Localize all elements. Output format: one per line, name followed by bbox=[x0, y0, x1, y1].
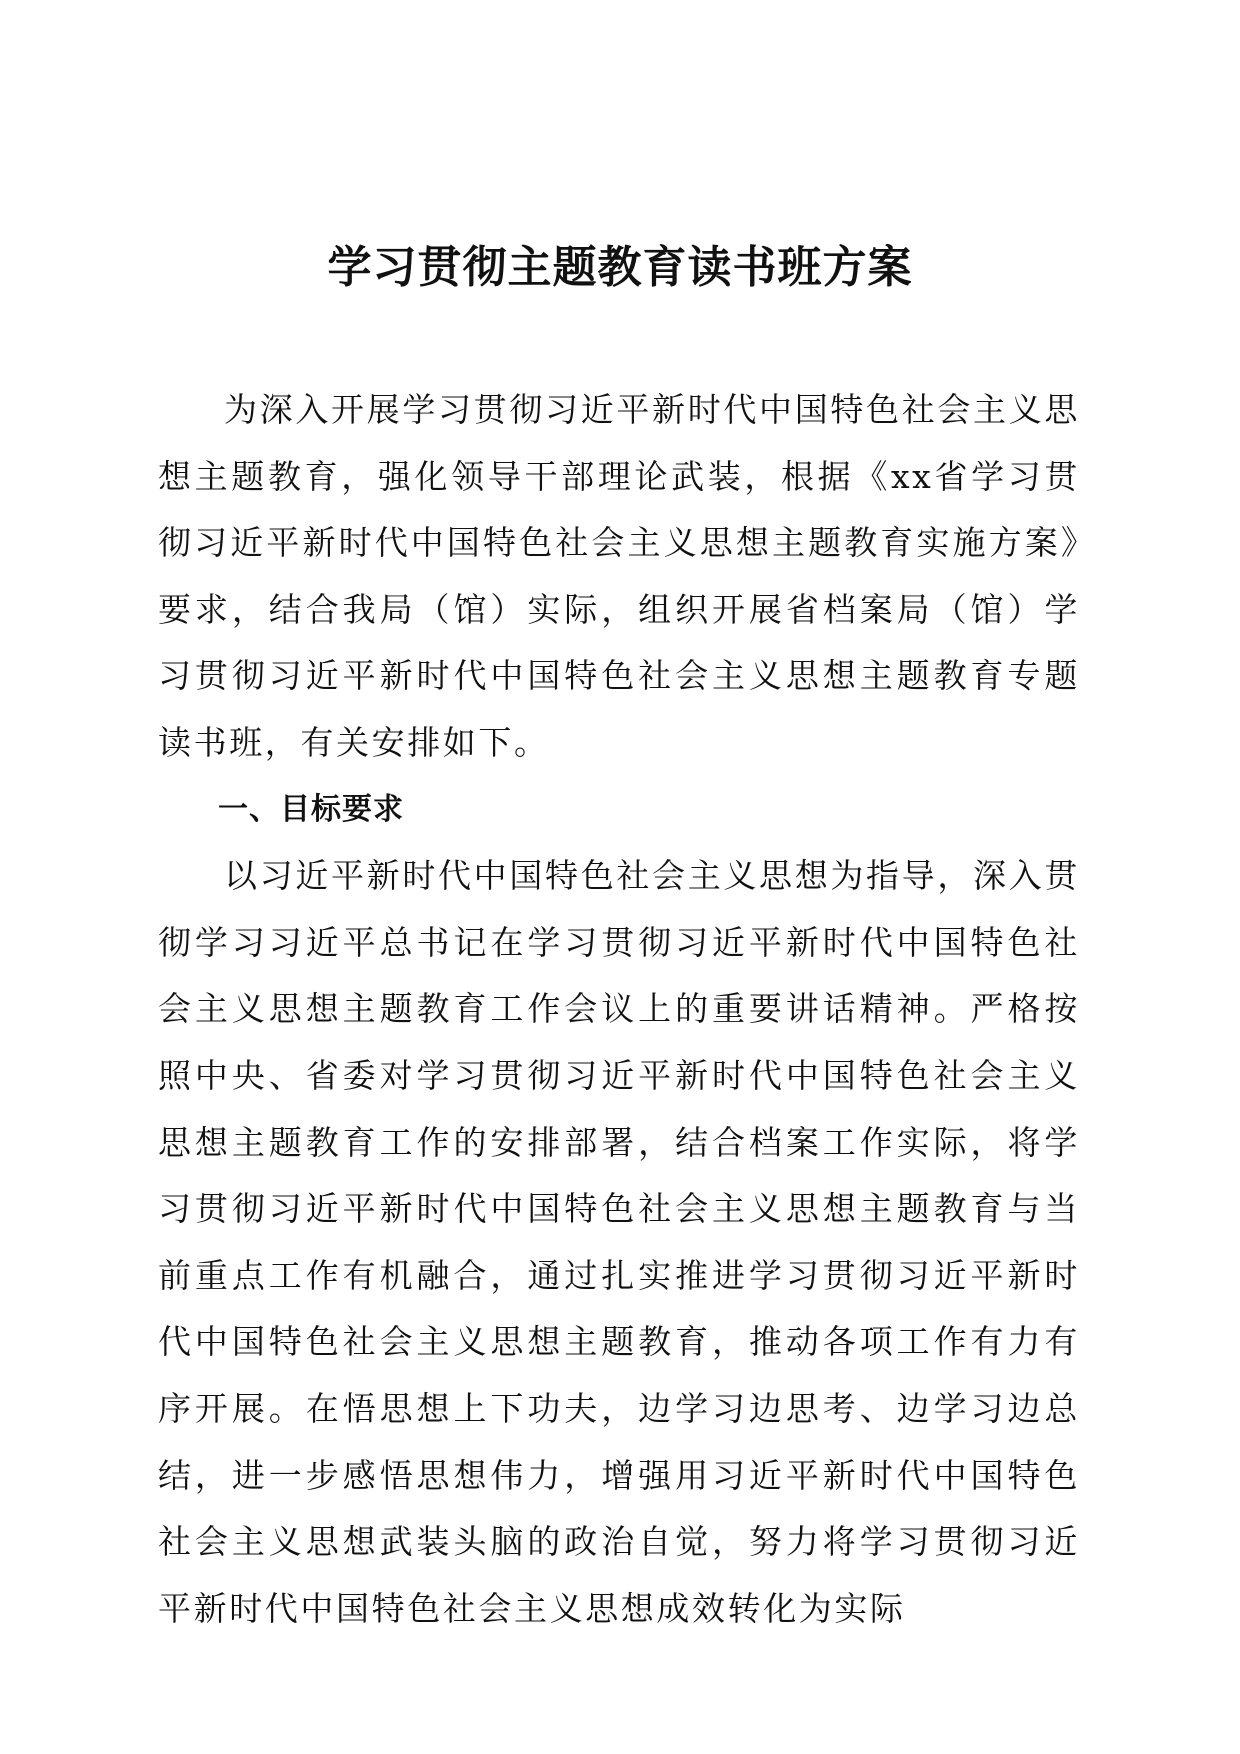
document-title: 学习贯彻主题教育读书班方案 bbox=[327, 242, 913, 293]
section-paragraph-goals: 以习近平新时代中国特色社会主义思想为指导，深入贯彻学习习近平总书记在学习贯彻习近平新时代中国特色社会主义思想主题教育工作会议上的重要讲话精神。严格按照中央、省委对学习贯彻习近平新时代中国特色社会主义思想主题教育工作的安排部署，结合档案工作实际，将学习贯彻习近平新时代中国特色社会主义思想主题教育与当前重点工作有机融合，通过扎实推进学习贯彻习近平新时代中国特色社会主义思想主题教育，推动各项工作有力有序开展。在悟思想上下功夫，边学习边思考、边学习边总结，进一步感悟思想伟力，增强用习近平新时代中国特色社会主义思想武装头脑的政治自觉，努力将学习贯彻习近平新时代中国特色社会主义思想成效转化为实际 bbox=[158, 856, 1080, 1628]
document-body bbox=[158, 377, 1080, 1642]
section-heading-goals: 一、目标要求 bbox=[218, 791, 404, 827]
intro-paragraph: 为深入开展学习贯彻习近平新时代中国特色社会主义思想主题教育，强化领导干部理论武装，根据《xx省学习贯彻习近平新时代中国特色社会主义思想主题教育实施方案》要求，结合我局（馆）实际，组织开展省档案局（馆）学习贯彻习近平新时代中国特色社会主义思想主题教育专题读书班，有关安排如下。 bbox=[158, 390, 1080, 762]
